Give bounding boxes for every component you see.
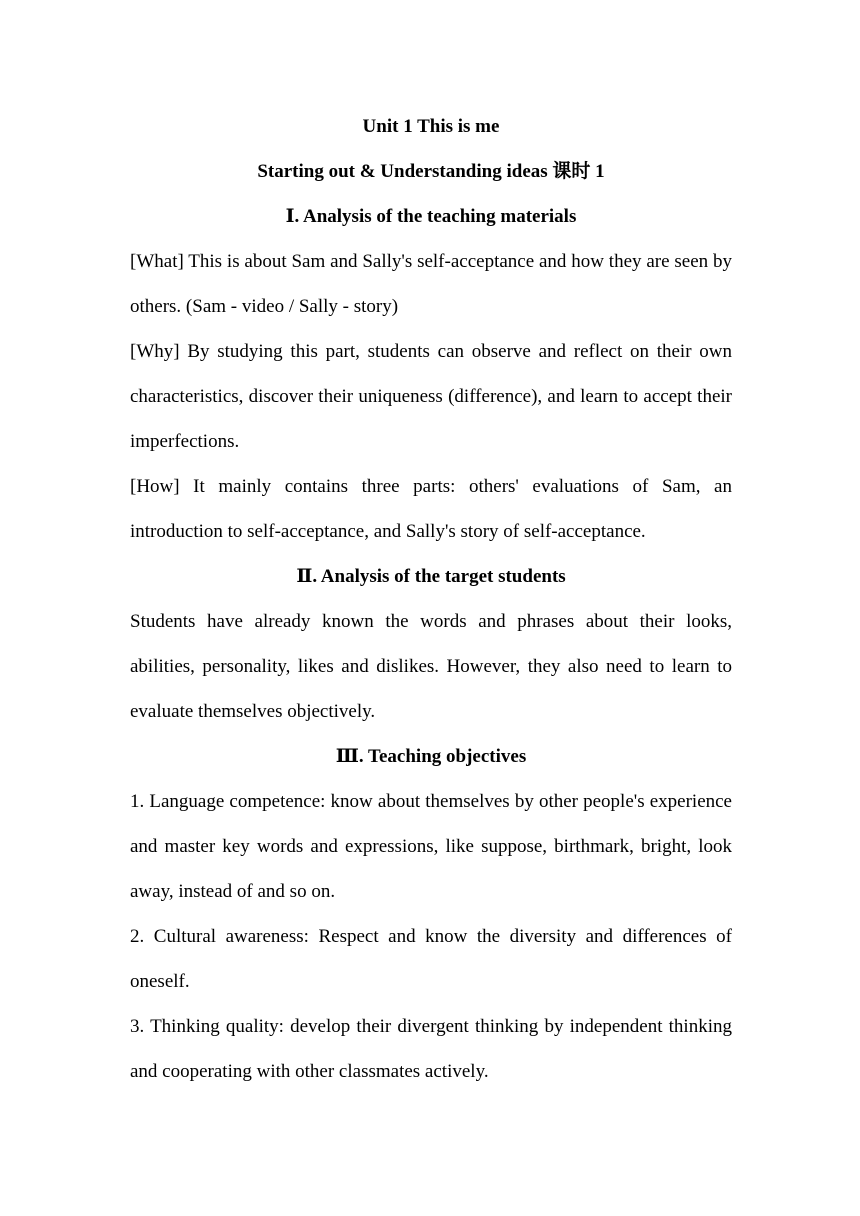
paragraph-students: Students have already known the words and phrases about their looks, abilities, personality, likes and dislikes. However, they also need to learn to evaluate themselves objectively.: [130, 611, 732, 722]
document-title: Unit 1 This is me: [362, 116, 500, 137]
section-heading-materials: Ⅰ. Analysis of the teaching materials: [285, 206, 577, 227]
document-subtitle: Starting out & Understanding ideas 课时 1: [257, 161, 605, 182]
objective-culture: 2. Cultural awareness: Respect and know the diversity and differences of oneself.: [130, 926, 732, 992]
paragraph-what: [What] This is about Sam and Sally's self-acceptance and how they are seen by others. (Sam - video / Sally - story): [130, 251, 732, 317]
objective-thinking: 3. Thinking quality: develop their divergent thinking by independent thinking and cooperating with other classmates actively.: [130, 1016, 732, 1082]
objective-language: 1. Language competence: know about themselves by other people's experience and master key words and expressions, like suppose, birthmark, bright, look away, instead of and so on.: [130, 791, 732, 902]
document-body: [130, 104, 732, 1094]
section-heading-objectives: Ⅲ. Teaching objectives: [335, 746, 527, 767]
paragraph-why: [Why] By studying this part, students can observe and reflect on their own characteristics, discover their uniqueness (difference), and learn to accept their imperfections.: [130, 341, 732, 452]
paragraph-how: [How] It mainly contains three parts: others' evaluations of Sam, an introduction to self-acceptance, and Sally's story of self-acceptance.: [130, 476, 732, 542]
section-heading-students: Ⅱ. Analysis of the target students: [296, 566, 566, 587]
